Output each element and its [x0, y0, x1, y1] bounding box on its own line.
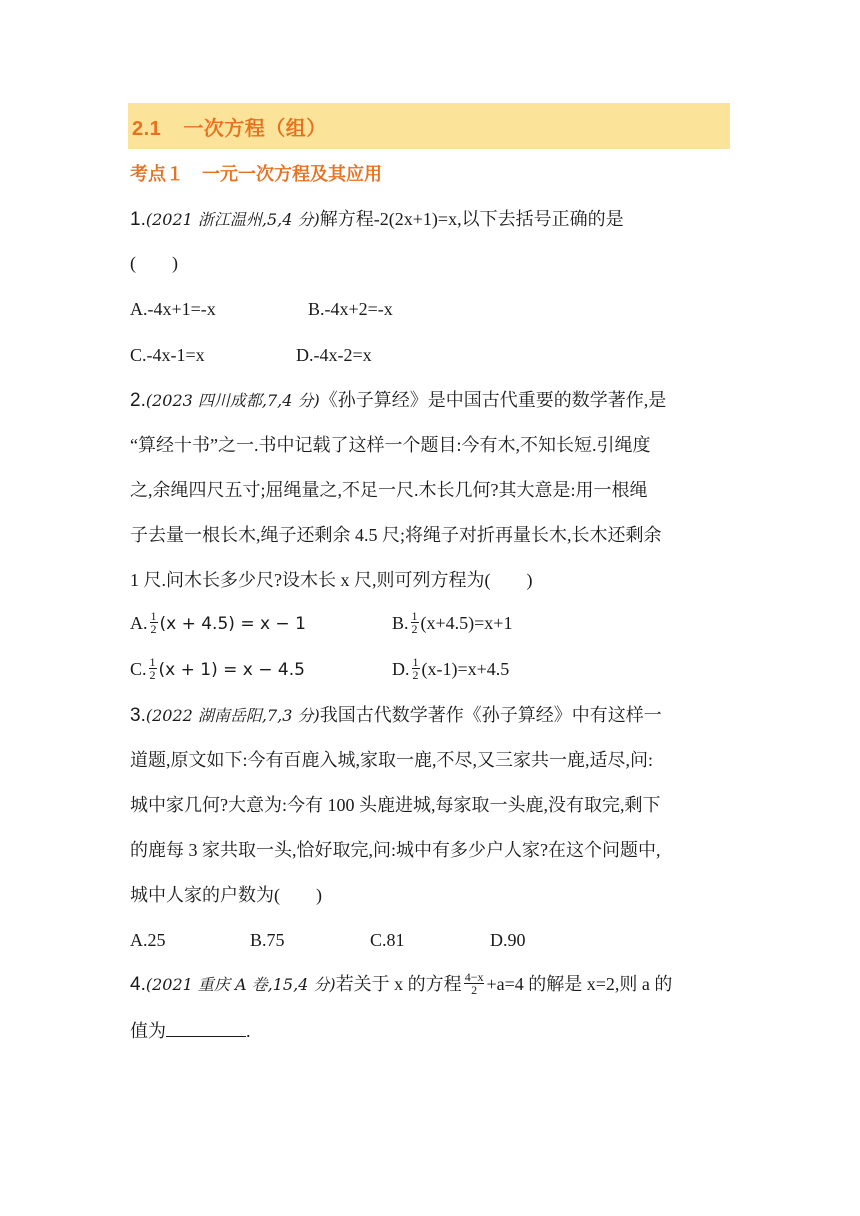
- q1-option-c: C.-4x-1=x: [130, 345, 205, 365]
- section-header: [128, 103, 730, 149]
- fraction-denominator: 2: [412, 668, 419, 683]
- q1-option-d: D.-4x-2=x: [296, 345, 372, 365]
- q2-option-b-label: B.: [392, 613, 409, 633]
- fraction-numerator: 1: [411, 609, 418, 624]
- kaodian-title: 一元一次方程及其应用: [202, 164, 382, 184]
- fraction-denominator: 2: [150, 622, 157, 637]
- q2-option-b-expr: (x+4.5)=x+1: [420, 613, 513, 633]
- fraction-numerator: 4−x: [464, 970, 484, 985]
- q4-number: 4.: [130, 974, 146, 995]
- q2-number: 2.: [130, 390, 146, 411]
- q4-stem-line2: [130, 1018, 251, 1044]
- q4-text-line2-post: .: [246, 1021, 251, 1041]
- q3-number: 3.: [130, 705, 146, 726]
- q3-source: (2022 湖南岳阳,7,3 分): [145, 706, 320, 725]
- q1-source: (2021 浙江温州,5,4 分): [145, 210, 320, 229]
- q2-option-b: [392, 610, 512, 637]
- q2-option-a: [130, 610, 306, 637]
- q3-stem-line1: [130, 702, 662, 729]
- q4-stem-line1: [130, 971, 672, 998]
- q2-option-a-expr: (x + 4.5) = x − 1: [159, 614, 306, 634]
- q2-stem-line4: 子去量一根长木,绳子还剩余 4.5 尺;将绳子对折再量长木,长木还剩余: [130, 525, 662, 545]
- q4-text-post: +a=4 的解是 x=2,则 a 的: [486, 974, 673, 994]
- q2-option-a-label: A.: [130, 613, 148, 633]
- section-title-text: 一次方程（组）: [183, 117, 327, 140]
- q3-stem-line2: 道题,原文如下:今有百鹿入城,家取一鹿,不尽,又三家共一鹿,适尽,问:: [130, 750, 653, 770]
- q2-stem-line1: [130, 387, 666, 414]
- q1-text: 解方程-2(2x+1)=x,以下去括号正确的是: [319, 209, 624, 229]
- fraction-numerator: 1: [150, 609, 157, 624]
- kaodian-heading: [130, 160, 382, 186]
- q2-option-d-fraction: [412, 656, 420, 681]
- fraction-denominator: 2: [149, 668, 156, 683]
- q3-stem-line4: 的鹿每 3 家共取一头,恰好取完,问:城中有多少户人家?在这个问题中,: [130, 840, 661, 860]
- q3-option-d: D.90: [490, 930, 526, 950]
- q4-answer-blank[interactable]: [166, 1018, 246, 1037]
- q4-fraction: [464, 971, 485, 996]
- q1-answer-paren: ( ): [130, 253, 178, 273]
- q4-source: (2021 重庆 A 卷,15,4 分): [145, 975, 336, 994]
- fraction-numerator: 1: [149, 655, 156, 670]
- q3-stem-line3: 城中家几何?大意为:今有 100 头鹿进城,每家取一头鹿,没有取完,剩下: [130, 795, 661, 815]
- q2-stem-line2: “算经十书”之一.书中记载了这样一个题目:今有木,不知长短.引绳度: [130, 435, 651, 455]
- kaodian-label: 考点１: [130, 164, 184, 184]
- q3-text-1: 我国古代数学著作《孙子算经》中有这样一: [319, 705, 662, 725]
- q3-stem-line5: 城中人家的户数为( ): [130, 885, 322, 905]
- fraction-denominator: 2: [411, 622, 418, 637]
- q2-option-d-label: D.: [392, 659, 410, 679]
- q1-number: 1.: [130, 209, 146, 230]
- q2-source: (2023 四川成都,7,4 分): [145, 391, 320, 410]
- q4-text-pre: 若关于 x 的方程: [335, 974, 462, 994]
- section-title: [128, 112, 327, 141]
- q2-option-d-expr: (x-1)=x+4.5: [421, 659, 510, 679]
- q2-stem-line3: 之,余绳四尺五寸;屈绳量之,不足一尺.木长几何?其大意是:用一根绳: [130, 480, 648, 500]
- q3-option-a: A.25: [130, 930, 166, 950]
- q2-option-d: [392, 656, 509, 683]
- q3-option-c: C.81: [370, 930, 405, 950]
- q2-option-c-fraction: [149, 656, 157, 681]
- section-number: 2.1: [132, 117, 162, 140]
- fraction-denominator: 2: [471, 983, 478, 998]
- q4-text-line2-pre: 值为: [130, 1021, 166, 1041]
- q2-option-c-expr: (x + 1) = x − 4.5: [158, 660, 305, 680]
- q1-stem: [130, 206, 624, 233]
- q1-option-a: A.-4x+1=-x: [130, 299, 216, 319]
- fraction-numerator: 1: [412, 655, 419, 670]
- q2-stem-line5: 1 尺.问木长多少尺?设木长 x 尺,则可列方程为( ): [130, 570, 533, 590]
- q2-option-a-fraction: [150, 610, 158, 635]
- q2-text-1: 《孙子算经》是中国古代重要的数学著作,是: [319, 390, 667, 410]
- q3-option-b: B.75: [250, 930, 285, 950]
- q2-option-c-label: C.: [130, 659, 147, 679]
- q2-option-b-fraction: [411, 610, 419, 635]
- q2-option-c: [130, 656, 305, 683]
- q1-option-b: B.-4x+2=-x: [308, 299, 393, 319]
